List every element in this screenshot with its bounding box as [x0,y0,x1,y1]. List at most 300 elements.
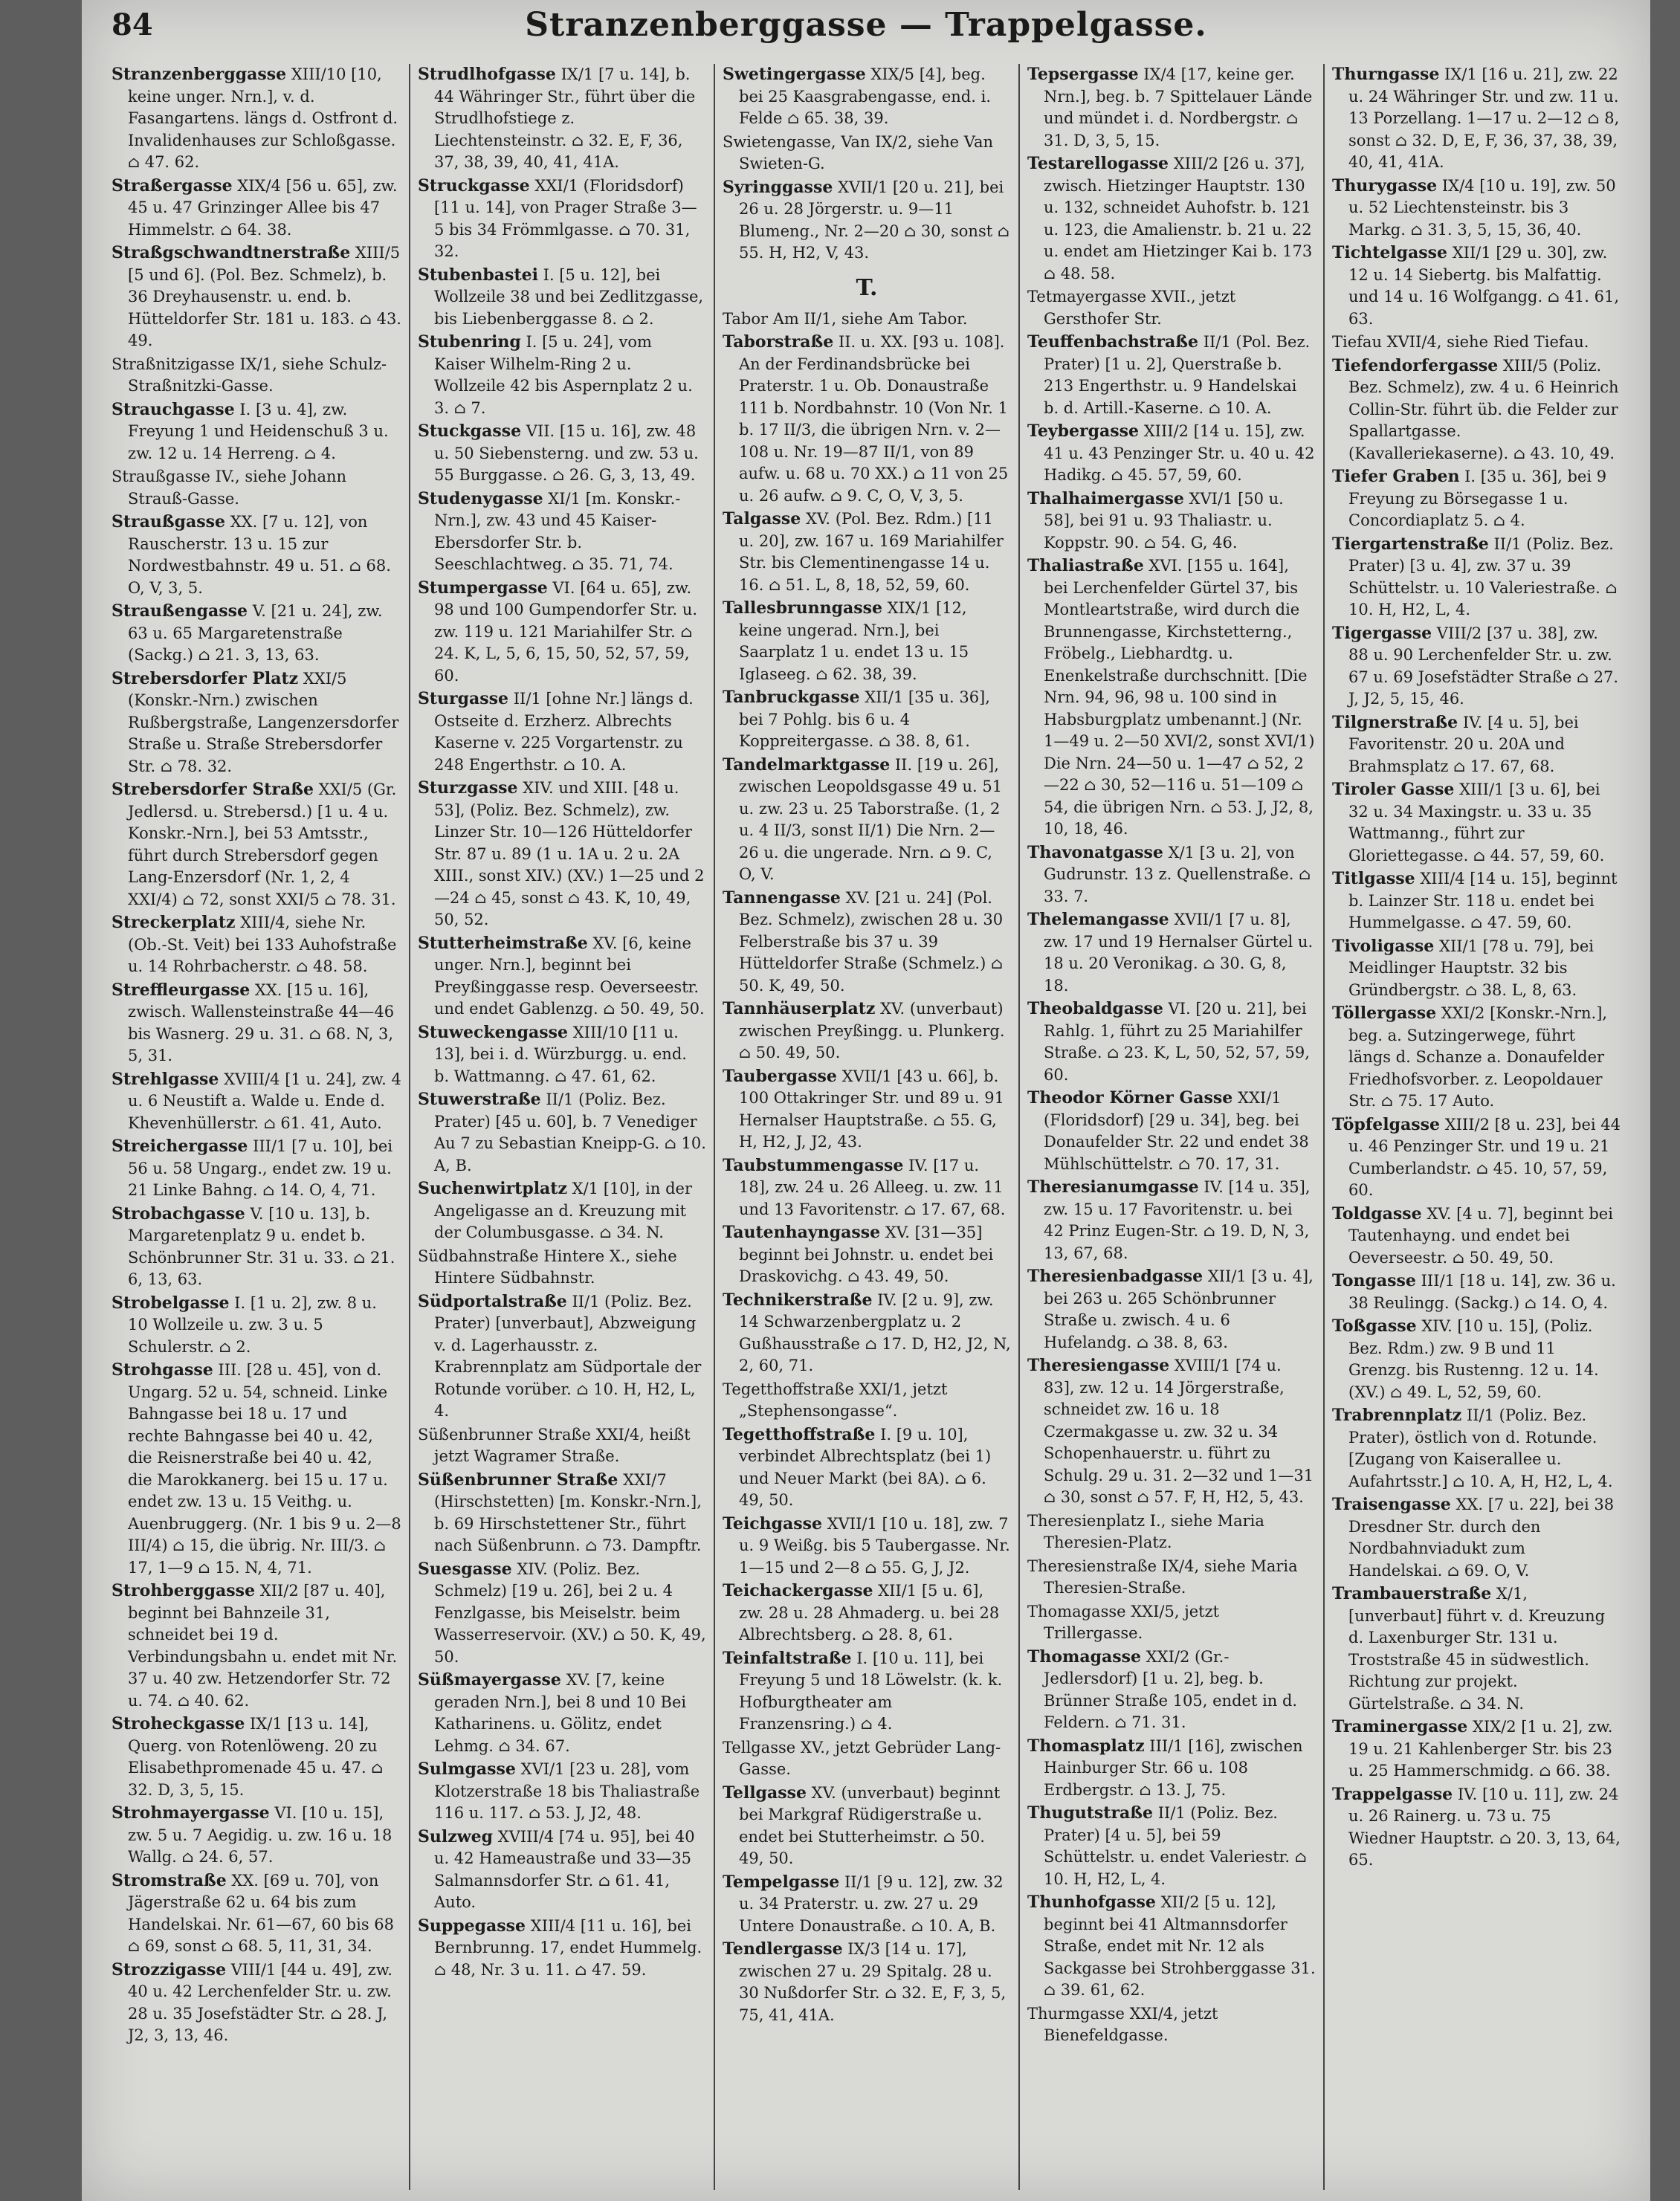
street-description: Swietengasse, Van IX/2, siehe Van Swieten-G. [723,132,994,172]
street-name: Theobaldgasse [1027,999,1163,1018]
street-name: Straußengasse [112,601,248,621]
street-entry [112,511,401,599]
street-entry [112,1870,401,1958]
street-entry [112,242,401,352]
street-description: III/1 [16], zwischen Hainburger Str. 66 u. 108 Erdbergstr. ⌂ 13. J, 75. [1044,1736,1303,1799]
street-name: Thalhaimergasse [1027,488,1184,508]
street-name: Suesgasse [418,1559,512,1579]
street-entry [1027,332,1316,419]
street-description: XIII/4 [14 u. 15], beginnt b. Lainzer Str. 118 u. endet bei Hummelgasse. ⌂ 47. 59, 60. [1348,870,1618,931]
street-entry [112,1803,401,1869]
street-description: XIX/2 [1 u. 2], zw. 19 u. 21 Kahlenberger Str. bis 23 u. 25 Hammerschmidg. ⌂ 66. 38. [1348,1718,1613,1780]
street-description: XVII/1 [10 u. 18], zw. 7 u. 9 Weißg. bis 5 Taubergasse. Nr. 1—15 und 2—8 ⌂ 55. G, J, J2. [739,1514,1010,1577]
street-entry [723,1939,1011,2026]
street-entry [418,1022,706,1088]
street-description: I. [10 u. 11], bei Freyung 5 und 18 Löwelstr. (k. k. Hofburgtheater am Franzensring.) ⌂ 4. [739,1649,1003,1733]
street-description: II/1 [9 u. 12], zw. 32 u. 34 Praterstr. u. zw. 27 u. 29 Untere Donaustraße. ⌂ 10. A, B. [739,1872,1004,1935]
street-description: XX. [15 u. 16], zwisch. Wallensteinstraße 44—46 bis Wasnerg. 29 u. 31. ⌂ 68. N, 3, 5, 31. [128,980,395,1064]
street-entry [723,508,1011,596]
street-name: Stuckgasse [418,421,522,441]
street-description: Theresienstraße IX/4, siehe Maria Theresien-Straße. [1027,1557,1298,1597]
street-name: Süßmayergasse [418,1670,561,1690]
street-name: Stroheckgasse [112,1714,245,1733]
street-entry [723,1783,1011,1870]
street-name: Traisengasse [1332,1495,1451,1514]
street-description: XVI/1 [50 u. 58], bei 91 u. 93 Thaliastr. u. Koppstr. 90. ⌂ 54. G, 46. [1044,489,1284,552]
street-name: Strozzigasse [112,1959,227,1979]
street-description: XIX/4 [56 u. 65], zw. 45 u. 47 Grinzinger Allee bis 47 Himmelstr. ⌂ 64. 38. [128,176,398,239]
street-name: Trabrennplatz [1332,1406,1462,1425]
street-name: Titlgasse [1332,869,1415,888]
street-name: Süßenbrunner Straße [418,1470,618,1490]
street-entry [723,1066,1011,1154]
street-description: V. [10 u. 13], b. Margaretenplatz 9 u. endet b. Schönbrunner Str. 31 u. 33. ⌂ 21. 6, 13, 63. [128,1204,395,1288]
street-entry [1027,1803,1316,1890]
street-description: XXI/5 (Konskr.-Nrn.) zwischen Rußbergstraße, Langenzersdorfer Straße u. Straße Strebersdorfer Str. ⌂ 78. 32. [128,669,399,775]
page-number: 84 [112,7,153,42]
street-entry [1027,1510,1316,1554]
street-description: XX. [69 u. 70], von Jägerstraße 62 u. 64 bis zum Handelskai. Nr. 61—67, 60 bis 68 ⌂ 69, sonst ⌂ 68. 5, 11, 31, 34. [128,1871,395,1955]
street-description: VIII/2 [37 u. 38], zw. 88 u. 90 Lerchenfelder Str. u. zw. 67 u. 69 Josefstädter Straße ⌂ 27. J, J2, 5, 15, 46. [1348,624,1619,708]
street-description: III/1 [18 u. 14], zw. 36 u. 38 Reulingg. (Sackg.) ⌂ 14. O, 4. [1348,1272,1616,1312]
street-name: Tandelmarktgasse [723,754,891,775]
street-name: Taubergasse [723,1066,837,1086]
street-entry [1332,868,1621,934]
street-entry [1332,242,1621,330]
street-entry [1332,1203,1621,1270]
street-entry [1332,175,1621,242]
street-description: VI. [64 u. 65], zw. 98 und 100 Gumpendorfer Str. u. zw. 119 u. 121 Mariahilfer Str. ⌂ 24. K, L, 5, 6, 15, 50, 52, 57, 59, 60. [434,578,698,685]
street-entry [1332,1716,1621,1783]
street-description: XVIII/1 [74 u. 83], zw. 12 u. 14 Jörgerstraße, schneidet zw. 16 u. 18 Czermakgasse u. zw. 32 u. 34 Schopenhauerstr. u. führt zu Schulg. 29 u. 31. 2—32 und 1—31 ⌂ 30, sonst ⌂ 57. F, H, H2, 5, 43. [1044,1357,1314,1506]
street-description: XII/2 [5 u. 12], beginnt bei 41 Altmannsdorfer Straße, endet mit Nr. 12 als Sackgasse bei Strohberggasse 31. ⌂ 39. 61, 62. [1044,1893,1316,1999]
street-entry [1332,1114,1621,1202]
street-name: Traminergasse [1332,1717,1468,1736]
street-description: XXI/1 (Floridsdorf) [11 u. 14], von Prager Straße 3—5 bis 34 Frömmlgasse. ⌂ 70. 31, 32. [434,176,697,260]
street-description: IX/1 [16 u. 21], zw. 22 u. 24 Währinger Str. und zw. 11 u. 13 Porzellang. 1—17 u. 2—12 ⌂ 8, sonst ⌂ 32. D, E, F, 36, 37, 38, 39, 40, 41, 41A. [1348,65,1620,171]
street-description: Theresienplatz I., siehe Maria Theresien-Platz. [1027,1511,1264,1551]
street-name: Trappelgasse [1332,1784,1453,1804]
street-description: Tellgasse XV., jetzt Gebrüder Lang-Gasse. [723,1738,1001,1778]
street-name: Stromstraße [112,1870,227,1890]
street-description: XXI/2 (Gr.-Jedlersdorf) [1 u. 2], beg. b. Brünner Straße 105, endet in d. Feldern. ⌂ 71. 31. [1044,1647,1298,1731]
street-description: IV. [14 u. 35], zw. 15 u. 17 Favoritenstr. u. bei 42 Prinz Eugen-Str. ⌂ 19. D, N, 3, 13, 67, 68. [1044,1178,1311,1262]
street-description: VII. [15 u. 16], zw. 48 u. 50 Siebensterng. und zw. 53 u. 55 Burggasse. ⌂ 26. G, 3, 13, 49. [434,422,699,484]
street-description: XIV. [10 u. 15], (Poliz. Bez. Rdm.) zw. 9 B und 11 Grenzg. bis Rustenng. 12 u. 14. (XV.) ⌂ 49. L, 52, 59, 60. [1348,1317,1599,1401]
street-description: III/1 [7 u. 10], bei 56 u. 58 Ungarg., endet zw. 19 u. 21 Linke Bahng. ⌂ 14. O, 4, 71. [128,1137,393,1199]
street-entry [112,175,401,242]
street-entry [112,668,401,778]
street-entry [1027,1087,1316,1175]
street-entry [1027,1646,1316,1734]
street-description: Tetmayergasse XVII., jetzt Gersthofer Str. [1027,288,1236,328]
street-name: Tempelgasse [723,1872,840,1892]
street-entry [1027,488,1316,555]
street-entry [112,1713,401,1801]
street-entry [1027,64,1316,152]
street-description: XV. [6, keine unger. Nrn.], beginnt bei Preyßinggasse resp. Oeverseestr. und endet Gablenzg. ⌂ 50. 49, 50. [434,934,705,1018]
street-entry [1027,1266,1316,1354]
street-entry [1027,1177,1316,1264]
street-name: Teichgasse [723,1513,822,1533]
street-name: Thurngasse [1332,65,1440,84]
street-entry [723,687,1011,753]
street-entry [112,1069,401,1135]
street-entry [723,1872,1011,1938]
street-description: Straußgasse IV., siehe Johann Strauß-Gasse. [112,468,347,508]
street-entry [418,1916,706,1982]
street-description: IV. [4 u. 5], bei Favoritenstr. 20 u. 20A und Brahmsplatz ⌂ 17. 67, 68. [1348,713,1579,775]
street-name: Strauchgasse [112,399,235,419]
street-description: XIII/2 [8 u. 23], bei 44 u. 46 Penzinger Str. und 19 u. 21 Cumberlandstr. ⌂ 45. 10, 57, 59, 60. [1348,1115,1621,1199]
street-name: Tiergartenstraße [1332,534,1489,554]
street-name: Teybergasse [1027,421,1140,441]
street-entry [1332,466,1621,532]
running-title: Stranzenberggasse — Trappelgasse. [525,6,1207,44]
street-entry [1027,286,1316,330]
street-description: I. [35 u. 36], bei 9 Freyung zu Börsegasse 1 u. Concordiaplatz 5. ⌂ 4. [1348,468,1607,529]
street-description: XXI/7 (Hirschstetten) [m. Konskr.-Nrn.], b. 69 Hirschstettener Str., führt nach Süßenbrunn. ⌂ 73. Dampftr. [434,1470,702,1554]
street-entry [723,1737,1011,1781]
street-description: IX/3 [14 u. 17], zwischen 27 u. 29 Spitalg. 28 u. 30 Nußdorfer Str. ⌂ 32. E, F, 3, 5, 75, 41, 41A. [739,1940,1007,2024]
street-entry [112,466,401,510]
street-description: Thomagasse XXI/5, jetzt Trillergasse. [1027,1602,1220,1642]
street-name: Tilgnerstraße [1332,712,1458,732]
street-entry [112,1203,401,1291]
street-name: Thugutstraße [1027,1803,1154,1823]
street-name: Strobachgasse [112,1203,245,1224]
street-description: XVII/1 [20 u. 21], bei 26 u. 28 Jörgerstr. u. 9—11 Blumeng., Nr. 2—20 ⌂ 30, sonst ⌂ 55. H, H2, V, 43. [739,178,1009,262]
street-name: Teichackergasse [723,1581,873,1600]
street-description: XII/1 [35 u. 36], bei 7 Pohlg. bis 6 u. 4 Koppreitergasse. ⌂ 38. 8, 61. [739,688,990,750]
street-name: Südportalstraße [418,1291,567,1311]
street-description: III. [28 u. 45], von d. Ungarg. 52 u. 54, schneid. Linke Bahngasse bei 18 u. 17 und rechte Bahngasse bei 40 u. 42, die Reisnerstraße bei 40 u. 42, die Marokkanerg. bei 15 u. 17 u. endet zw. 13 u. 15 Veithg. u. Auenbruggerg. (Nr. 1 bis 9 u. 2—8 III/4) ⌂ 15, die übrig. Nr. III/3. ⌂ 17, 1—9 ⌂ 15. N, 4, 71. [128,1361,401,1577]
street-description: X/1 [10], in der Angeligasse an d. Kreuzung mit der Columbusgasse. ⌂ 34. N. [434,1180,693,1241]
street-name: Strobelgasse [112,1293,230,1313]
column-4 [1018,64,1323,2190]
street-entry [723,998,1011,1064]
street-name: Sulzweg [418,1826,494,1846]
street-entry [418,1670,706,1757]
street-name: Suchenwirtplatz [418,1179,567,1198]
street-entry [418,1178,706,1244]
street-description: XVII/1 [43 u. 66], b. 100 Ottakringer Str. und 89 u. 91 Hernalser Hauptstraße. ⌂ 55. G, H, H2, J, J2, 43. [739,1067,1005,1151]
street-name: Stranzenberggasse [112,65,287,84]
street-description: II/1 (Poliz. Bez. Prater) [3 u. 4], zw. 37 u. 39 Schüttelstr. u. 10 Valeriestraße. ⌂ 10. H, H2, L, 4. [1348,534,1618,618]
street-description: XIX/1 [12, keine ungerad. Nrn.], bei Saarplatz 1 u. endet 13 u. 15 Iglaseeg. ⌂ 62. 38, 39. [739,599,969,683]
street-description: XXI/2 [Konskr.-Nrn.], beg. a. Sutzingerwege, führt längs d. Schanze a. Donaufelder Friedhofsvorber. z. Leopoldauer Str. ⌂ 75. 17 Auto. [1348,1004,1608,1110]
column-1 [104,64,409,2190]
street-description: XII/1 [78 u. 79], bei Meidlinger Hauptstr. 32 bis Gründbergstr. ⌂ 38. L, 8, 63. [1348,937,1594,999]
street-description: II/1 (Poliz. Bez. Prater), östlich von d. Rotunde. [Zugang von Kaiserallee u. Aufahrtsstr.] ⌂ 10. A, H, H2, L, 4. [1348,1406,1613,1490]
street-name: Taborstraße [723,332,834,352]
street-name: Strebersdorfer Straße [112,780,314,799]
street-entry [1332,64,1621,174]
street-entry [723,64,1011,130]
street-description: XIII/1 [3 u. 6], bei 32 u. 34 Maxingstr. u. 33 u. 35 Wattmanng., führt zur Gloriettegasse. ⌂ 44. 57, 59, 60. [1348,780,1605,864]
street-entry [723,598,1011,685]
street-name: Technikerstraße [723,1290,873,1310]
street-entry [1332,1784,1621,1872]
street-description: Thurmgasse XXI/4, jetzt Bienefeldgasse. [1027,2004,1218,2044]
street-entry [112,1580,401,1712]
street-entry [1332,355,1621,465]
street-description: I. [3 u. 4], zw. Freyung 1 und Heidenschuß 3 u. zw. 12 u. 14 Herreng. ⌂ 4. [128,400,389,462]
street-entry [418,933,706,1021]
street-entry [1332,534,1621,621]
street-entry [418,578,706,688]
street-name: Strebersdorfer Platz [112,668,299,688]
street-description: XVIII/4 [74 u. 95], bei 40 u. 42 Hameaustraße und 33—35 Salmannsdorfer Str. ⌂ 61. 41, Auto. [434,1827,695,1911]
street-name: Tellgasse [723,1783,807,1803]
street-name: Tiroler Gasse [1332,780,1455,799]
street-entry [1332,1405,1621,1493]
street-entry [112,912,401,978]
street-description: II/1 (Poliz. Bez. Prater) [unverbaut], Abzweigung v. d. Lagerhausstr. z. Krabrennplatz am Südportale der Rotunde vorüber. ⌂ 10. H, H2, L, 4. [434,1292,702,1420]
street-entry [723,754,1011,886]
street-name: Stubenbastei [418,265,538,285]
street-entry [418,1089,706,1177]
street-name: Stuwerstraße [418,1090,541,1109]
column-3 [714,64,1018,2190]
street-name: Taubstummengasse [723,1155,904,1175]
street-name: Streckerplatz [112,913,236,932]
street-entry [723,132,1011,175]
street-description: XII/2 [87 u. 40], beginnt bei Bahnzeile 31, schneidet bei 19 d. Verbindungsbahn u. endet mit Nr. 37 u. 40 zw. Hetzendorfer Str. 72 u. 74. ⌂ 40. 62. [128,1582,398,1710]
street-description: II/1 (Pol. Bez. Prater) [1 u. 2], Querstraße b. 213 Engerthstr. u. 9 Handelskai b. d. Artill.-Kaserne. ⌂ 10. A. [1044,333,1311,417]
street-name: Theresienbadgasse [1027,1267,1204,1286]
street-name: Tongasse [1332,1271,1416,1290]
street-name: Thomagasse [1027,1646,1141,1667]
street-description: I. [9 u. 10], verbindet Albrechtsplatz (bei 1) und Neuer Markt (bei 8A). ⌂ 6. 49, 50. [739,1425,992,1509]
street-entry [723,1222,1011,1288]
street-entry [112,601,401,667]
street-entry [112,779,401,911]
street-entry [723,332,1011,507]
street-name: Stubenring [418,332,521,352]
street-name: Studenygasse [418,488,543,508]
street-description: XIII/2 [14 u. 15], zw. 41 u. 43 Penzinger Str. u. 40 u. 42 Hadikg. ⌂ 45. 57, 59, 60. [1044,422,1315,484]
street-entry [418,778,706,931]
street-name: Theresianumgasse [1027,1177,1199,1197]
street-description: X/1, [unverbaut] führt v. d. Kreuzung d. Laxenburger Str. 131 u. Troststraße 45 in südwestlich. Richtung zur projekt. Gürtelstraße. ⌂ 34. N. [1348,1585,1606,1713]
street-description: Tabor Am II/1, siehe Am Tabor. [723,309,968,328]
street-name: Tiefendorfergasse [1332,355,1499,375]
street-name: Suppegasse [418,1916,526,1936]
street-entry [112,354,401,398]
street-entry [112,64,401,174]
street-description: I. [5 u. 12], bei Wollzeile 38 und bei Zedlitzgasse, bis Liebenberggasse 8. ⌂ 2. [434,265,704,328]
street-name: Theodor Körner Gasse [1027,1088,1233,1108]
street-name: Stutterheimstraße [418,933,588,953]
street-entry [1027,1355,1316,1509]
street-name: Tautenhayngasse [723,1223,881,1242]
street-entry [1027,909,1316,997]
street-description: XXI/5 (Gr. Jedlersd. u. Strebersd.) [1 u. 4 u. Konskr.-Nrn.], bei 53 Amtsstr., führt durch Strebersdorf gegen Lang-Enzersdorf (Nr. 1, 2, 4 XXI/4) ⌂ 72, sonst XXI/5 ⌂ 78. 31. [128,780,397,908]
street-description: XVI/1 [23 u. 28], vom Klotzerstraße 18 bis Thaliastraße 116 u. 117. ⌂ 53. J, J2, 48. [434,1760,700,1822]
street-entry [418,332,706,419]
street-entry [1332,1316,1621,1403]
street-entry [723,1155,1011,1221]
street-description: XV. [31—35] beginnt bei Johnstr. u. endet bei Draskovichg. ⌂ 43. 49, 50. [739,1224,994,1285]
street-description: IX/4 [10 u. 19], zw. 50 u. 52 Liechtensteinstr. bis 3 Markg. ⌂ 31. 3, 5, 15, 36, 40. [1348,176,1616,239]
street-entry [1332,332,1621,354]
street-description: IX/1 [7 u. 14], b. 44 Währinger Str., führt über die Strudlhofstiege z. Liechtensteinstr. ⌂ 32. E, F, 36, 37, 38, 39, 40, 41, 41A. [434,65,696,171]
street-description: IX/1 [13 u. 14], Querg. von Rotenlöweng. 20 zu Elisabethpromenade 45 u. 47. ⌂ 32. D, 3, 5, 15. [128,1715,384,1799]
street-entry [1332,712,1621,778]
directory-columns [104,64,1628,2190]
street-description: XIII/4, siehe Nr. (Ob.-St. Veit) bei 133 Auhofstraße u. 14 Rohrbacherstr. ⌂ 48. 58. [128,914,397,975]
street-entry [1027,153,1316,285]
street-description: XIII/10 [11 u. 13], bei i. d. Würzburgg. u. end. b. Wattmanng. ⌂ 47. 61, 62. [434,1023,687,1085]
street-entry [1027,555,1316,841]
street-description: XVII/1 [7 u. 8], zw. 17 und 19 Hernalser Gürtel u. 18 u. 20 Veronikag. ⌂ 30. G, 8, 18. [1044,911,1314,995]
street-name: Streffleurgasse [112,980,251,1000]
street-name: Sturzgasse [418,778,518,798]
street-name: Sulmgasse [418,1759,516,1779]
street-entry [723,1513,1011,1580]
street-description: XV. [21 u. 24] (Pol. Bez. Schmelz), zwischen 28 u. 30 Felberstraße bis 37 u. 39 Hütteldorfer Straße (Schmelz.) ⌂ 50. K, 49, 50. [739,888,1004,995]
street-description: Tiefau XVII/4, siehe Ried Tiefau. [1332,333,1589,351]
street-entry [418,265,706,331]
street-description: Südbahnstraße Hintere X., siehe Hintere Südbahnstr. [418,1247,677,1287]
directory-page [82,0,1650,2201]
street-entry [1027,998,1316,1086]
street-description: XII/1 [29 u. 30], zw. 12 u. 14 Siebertg. bis Malfattig. und 14 u. 16 Wolfgangg. ⌂ 41. 61, 63. [1348,244,1620,328]
street-name: Stumpergasse [418,578,548,598]
street-description: IV. [10 u. 11], zw. 24 u. 26 Rainerg. u. 73 u. 75 Wiedner Hauptstr. ⌂ 20. 3, 13, 64, 65. [1348,1785,1621,1869]
street-name: Tigergasse [1332,623,1432,643]
street-description: Tegetthoffstraße XXI/1, jetzt „Stephensongasse“. [723,1380,948,1420]
street-entry [418,488,706,576]
street-entry [418,1246,706,1290]
street-name: Strohberggasse [112,1581,256,1600]
street-entry [1332,779,1621,867]
street-name: Swetingergasse [723,65,866,84]
street-description: XIII/5 [5 und 6]. (Pol. Bez. Schmelz), b. 36 Dreyhausenstr. u. end. b. Hütteldorfer Str. 181 u. 183. ⌂ 43. 49. [128,244,401,349]
street-entry [418,1826,706,1914]
street-name: Tannengasse [723,888,841,908]
street-entry [418,175,706,263]
street-name: Strudlhofgasse [418,65,556,84]
street-entry [1027,1601,1316,1645]
street-entry [1332,1494,1621,1582]
street-description: XII/1 [5 u. 6], zw. 28 u. 28 Ahmaderg. u. bei 28 Albrechtsberg. ⌂ 28. 8, 61. [739,1582,1000,1644]
street-description: XV. [7, keine geraden Nrn.], bei 8 und 10 Bei Katharinens. u. Gölitz, endet Lehmg. ⌂ 34. 67. [434,1671,687,1755]
street-description: XIII/2 [26 u. 37], zwisch. Hietzinger Hauptstr. 130 u. 132, schneidet Auhofstr. b. 121 u. 123, die Amalienstr. b. 21 u. 22 u. endet am Hietzinger Kai b. 173 ⌂ 48. 58. [1044,155,1313,282]
street-name: Tallesbrunngasse [723,598,882,618]
street-description: XV. (unverbaut) zwischen Preyßingg. u. Plunkerg. ⌂ 50. 49, 50. [739,1000,1005,1061]
page-header [82,6,1650,58]
street-description: II. [19 u. 26], zwischen Leopoldsgasse 49 u. 51 u. zw. 23 u. 25 Taborstraße. (1, 2 u. 4 II/3, sonst II/1) Die Nrn. 2—26 u. die ungerade. Nrn. ⌂ 9. C, O, V. [739,755,1003,883]
street-description: VI. [10 u. 15], zw. 5 u. 7 Aegidig. u. zw. 16 u. 18 Wallg. ⌂ 24. 6, 57. [128,1804,392,1866]
street-name: Tanbruckgasse [723,688,860,707]
street-entry [1027,1556,1316,1600]
street-description: XX. [7 u. 22], bei 38 Dresdner Str. durch den Nordbahnviadukt zum Handelskai. ⌂ 69. O, V. [1348,1496,1615,1580]
street-name: Syringgasse [723,177,833,197]
street-description: XXI/1 (Floridsdorf) [29 u. 34], beg. bei Donaufelder Str. 22 und endet 38 Mühlschüttelstr. ⌂ 70. 17, 31. [1044,1089,1309,1173]
section-letter: T. [856,274,878,301]
street-description: IX/4 [17, keine ger. Nrn.], beg. b. 7 Spittelauer Lände und mündet i. d. Nordbergstr. ⌂ 31. D, 3, 5, 15. [1044,65,1313,149]
street-name: Testarellogasse [1027,154,1169,173]
street-name: Straßergasse [112,175,233,195]
street-description: IV. [17 u. 18], zw. 24 u. 26 Alleeg. u. zw. 11 und 13 Favoritenstr. ⌂ 17. 67, 68. [739,1156,1006,1218]
street-description: XIII/10 [10, keine unger. Nrn.], v. d. Fasangartens. längs d. Ostfront d. Invalidenhauses zur Schloßgasse. ⌂ 47. 62. [128,65,398,171]
street-name: Struckgasse [418,175,530,195]
street-description: XVIII/4 [1 u. 24], zw. 4 u. 6 Neustift a. Walde u. Ende d. Khevenhüllerstr. ⌂ 61. 41, Auto. [128,1070,401,1132]
street-entry [418,1470,706,1557]
street-name: Talgasse [723,509,801,529]
street-entry [112,980,401,1067]
street-description: Straßnitzigasse IX/1, siehe Schulz-Straßnitzki-Gasse. [112,355,387,395]
street-entry [418,1759,706,1825]
street-description: XV. (Pol. Bez. Rdm.) [11 u. 20], zw. 167 u. 169 Mariahilfer Str. bis Clementinengasse 14 u. 16. ⌂ 51. L, 8, 18, 52, 59, 60. [739,510,1004,594]
street-description: XIX/5 [4], beg. bei 25 Kaasgrabengasse, end. i. Felde ⌂ 65. 38, 39. [739,65,991,127]
street-entry [112,1360,401,1579]
street-description: I. [1 u. 2], zw. 8 u. 10 Wollzeile u. zw. 3 u. 5 Schulerstr. ⌂ 2. [128,1293,377,1356]
street-description: V. [21 u. 24], zw. 63 u. 65 Margaretenstraße (Sackg.) ⌂ 21. 3, 13, 63. [128,602,383,664]
street-description: II/1 (Poliz. Bez. Prater) [4 u. 5], bei 59 Schüttelstr. u. endet Valeriestr. ⌂ 10. H, H2, L, 4. [1044,1804,1307,1888]
street-entry [418,1559,706,1669]
street-entry [1027,1892,1316,2002]
street-description: XII/1 [3 u. 4], bei 263 u. 265 Schönbrunner Straße u. zwisch. 4 u. 6 Hufelandg. ⌂ 38. 8, 63. [1044,1267,1314,1351]
street-entry [1332,1003,1621,1113]
street-description: VIII/1 [44 u. 49], zw. 40 u. 42 Lerchenfelder Str. u. zw. 28 u. 35 Josefstädter Str. ⌂ 28. J, J2, 3, 13, 46. [128,1960,392,2044]
street-entry [723,177,1011,265]
street-entry [1027,842,1316,908]
street-description: Süßenbrunner Straße XXI/4, heißt jetzt Wagramer Straße. [418,1425,691,1465]
street-name: Töpfelgasse [1332,1114,1440,1134]
street-name: Teinfaltstraße [723,1648,852,1668]
street-entry [418,688,706,776]
street-name: Sturgasse [418,689,509,708]
street-description: IV. [2 u. 9], zw. 14 Schwarzenbergplatz u. 2 Gußhausstraße ⌂ 17. D, H2, J2, N, 2, 60, 71. [739,1290,1011,1374]
street-description: XIII/5 (Poliz. Bez. Schmelz), zw. 4 u. 6 Heinrich Collin-Str. führt üb. die Felder zur Spallartgasse. (Kavalleriekaserne). ⌂ 43. 10, 49. [1348,356,1619,462]
street-entry [1027,2003,1316,2047]
street-name: Trambauerstraße [1332,1584,1492,1603]
street-name: Toldgasse [1332,1203,1422,1224]
street-entry [418,1291,706,1423]
street-entry [723,1379,1011,1423]
street-name: Strehlgasse [112,1069,219,1089]
street-entry [1332,623,1621,711]
column-5 [1323,64,1628,2190]
street-name: Theresiengasse [1027,1356,1170,1375]
street-entry [723,1424,1011,1512]
street-name: Thaliastraße [1027,556,1144,575]
street-description: II/1 (Poliz. Bez. Prater) [45 u. 60], b. 7 Venediger Au 7 zu Sebastian Kneipp-G. ⌂ 10. A, B. [434,1090,706,1174]
street-description: VI. [20 u. 21], bei Rahlg. 1, führt zu 25 Mariahilfer Straße. ⌂ 23. K, L, 50, 52, 57, 59, 60. [1044,1000,1310,1084]
street-description: XIV. (Poliz. Bez. Schmelz) [19 u. 26], bei 2 u. 4 Fenzlgasse, bis Meiselstr. beim Wasserreservoir. (XV.) ⌂ 50. K, 49, 50. [434,1560,706,1666]
street-entry [1027,421,1316,487]
street-name: Straußgasse [112,512,226,531]
street-entry [418,1424,706,1468]
street-entry [112,1959,401,2047]
street-description: XX. [7 u. 12], von Rauscherstr. 13 u. 15 zur Nordwestbahnstr. 49 u. 51. ⌂ 68. O, V, 3, 5. [128,513,391,597]
street-name: Strohgasse [112,1360,213,1380]
street-name: Straßgschwandtnerstraße [112,243,351,262]
street-name: Töllergasse [1332,1003,1437,1023]
street-name: Tannhäuserplatz [723,999,876,1018]
street-description: XIV. und XIII. [48 u. 53], (Poliz. Bez. Schmelz), zw. Linzer Str. 10—126 Hütteldorfer Str. 87 u. 89 (1 u. 1A u. 2 u. 2A XIII., sonst XIV.) (XV.) 1—25 und 2—24 ⌂ 45, sonst ⌂ 43. K, 10, 49, 50, 52. [434,779,705,928]
column-2 [409,64,714,2190]
street-name: Teuffenbachstraße [1027,332,1199,352]
street-name: Stuweckengasse [418,1022,569,1042]
street-name: Tichtelgasse [1332,243,1448,262]
street-entry [723,1290,1011,1377]
street-entry [723,1648,1011,1736]
street-description: X/1 [3 u. 2], von Gudrunstr. 13 z. Quellenstraße. ⌂ 33. 7. [1044,843,1311,905]
